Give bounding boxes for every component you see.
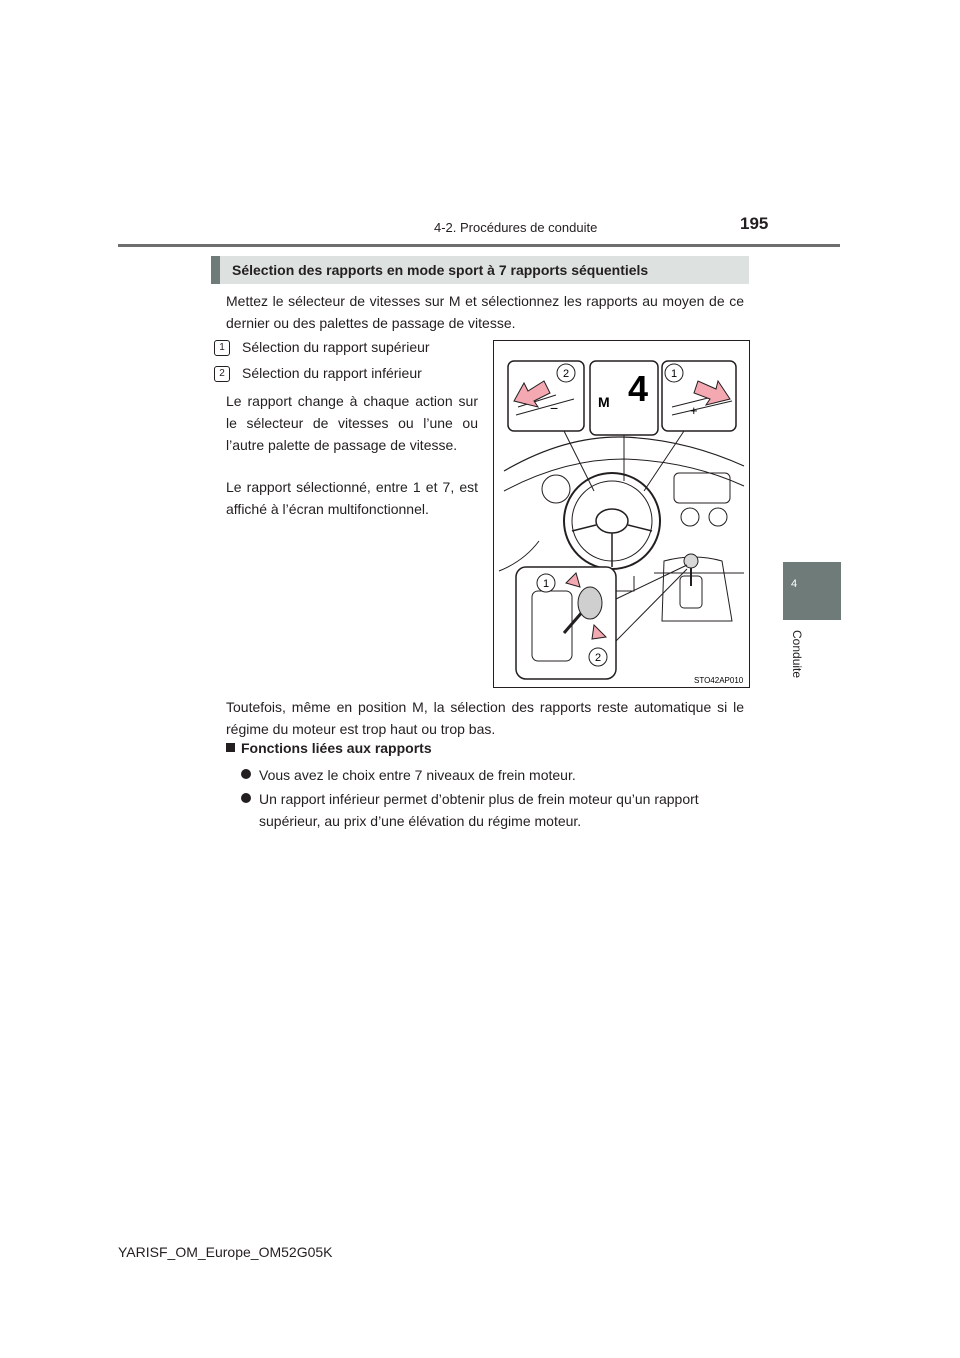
item-number: 1 bbox=[214, 340, 230, 356]
item-upshift bbox=[214, 336, 430, 358]
section-title: 4-2. Procédures de conduite bbox=[434, 220, 598, 235]
page-number: 195 bbox=[740, 214, 769, 233]
item-number: 2 bbox=[214, 366, 230, 382]
figure-code: STO42AP010 bbox=[694, 676, 744, 685]
subsection-heading bbox=[226, 740, 432, 756]
bullet-icon bbox=[241, 769, 251, 779]
display-gear: 4 bbox=[628, 368, 649, 409]
subsection-heading-text: Fonctions liées aux rapports bbox=[241, 740, 432, 756]
illustration-svg bbox=[494, 341, 749, 687]
display-mode: M bbox=[598, 394, 610, 410]
plus-label: + bbox=[690, 403, 698, 418]
chapter-tab bbox=[783, 562, 841, 620]
chapter-label: Conduite bbox=[790, 630, 804, 679]
footer-code: YARISF_OM_Europe_OM52G05K bbox=[118, 1244, 333, 1260]
list-item-text: Un rapport inférieur permet d’obtenir plus de frein moteur qu’un rapport supérieur, au prix d’une élévation du régime moteur. bbox=[259, 791, 699, 829]
paragraph-selected: Le rapport sélectionné, entre 1 et 7, est affiché à l’écran multifonctionnel. bbox=[226, 479, 478, 517]
paragraph-however: Toutefois, même en position M, la sélection des rapports reste automatique si le régime du moteur est trop haut ou trop bas. bbox=[226, 699, 744, 737]
callout-left-2: 2 bbox=[562, 368, 570, 380]
section-heading: Sélection des rapports en mode sport à 7 rapports séquentiels bbox=[211, 256, 749, 284]
paragraph-change: Le rapport change à chaque action sur le sélecteur de vitesses ou l’une ou l’autre palette de passage de vitesse. bbox=[226, 393, 478, 453]
item-label: Sélection du rapport inférieur bbox=[242, 365, 422, 381]
shift-illustration bbox=[493, 340, 750, 688]
callout-inset-1: 1 bbox=[542, 578, 550, 590]
chapter-number: 4 bbox=[791, 578, 798, 590]
header-rule bbox=[118, 244, 840, 247]
callout-right-1: 1 bbox=[670, 368, 678, 380]
minus-label: − bbox=[550, 400, 559, 416]
item-label: Sélection du rapport supérieur bbox=[242, 339, 430, 355]
callout-inset-2: 2 bbox=[594, 652, 602, 664]
square-bullet-icon bbox=[226, 743, 235, 752]
intro-paragraph: Mettez le sélecteur de vitesses sur M et sélectionnez les rapports au moyen de ce dernier ou des palettes de passage de vitesse. bbox=[226, 293, 744, 331]
list-item-text: Vous avez le choix entre 7 niveaux de frein moteur. bbox=[259, 767, 576, 783]
list-item bbox=[241, 788, 744, 832]
list-item bbox=[241, 764, 744, 786]
bullet-icon bbox=[241, 793, 251, 803]
item-downshift bbox=[214, 362, 422, 384]
